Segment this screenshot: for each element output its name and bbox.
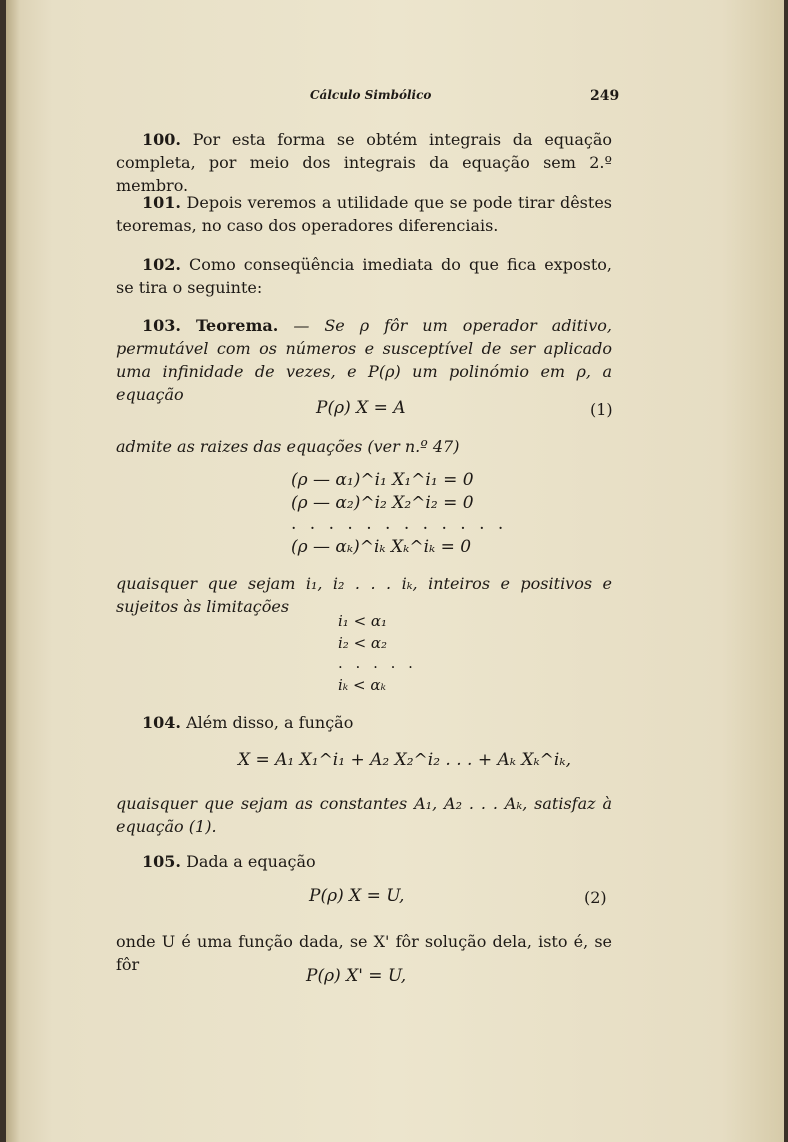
paragraph-100 xyxy=(116,128,612,197)
equation-1-number: (1) xyxy=(590,400,613,419)
paragraph-number: 103. xyxy=(142,316,181,335)
paragraph-102 xyxy=(116,253,612,299)
theorem-text: — Se ρ fôr um operador aditivo, permutável com os números e susceptível de ser aplicado uma infinidade de vezes, e P(ρ) um polinómio em ρ, a equação xyxy=(116,316,612,404)
paragraph-number: 100. xyxy=(142,130,181,149)
paragraph-text: Depois veremos a utilidade que se pode tirar dêstes teoremas, no caso dos operadores diferenciais. xyxy=(116,193,613,235)
paragraph-text: Por esta forma se obtém integrais da equação completa, por meio dos integrais da equação sem 2.º membro. xyxy=(116,130,613,195)
paragraph-number: 105. xyxy=(142,852,181,871)
paragraph-text: admite as raizes das equações (ver n.º 47) xyxy=(116,437,460,456)
paragraph-103-roots-intro xyxy=(116,435,612,458)
function-equation: X = A₁ X₁^i₁ + A₂ X₂^i₂ . . . + Aₖ Xₖ^iₖ, xyxy=(238,750,571,770)
paragraph-104 xyxy=(116,711,612,734)
paragraph-number: 101. xyxy=(142,193,181,212)
limit-1: i₁ < α₁ xyxy=(338,612,388,630)
page-binding-edge xyxy=(6,0,20,1142)
limit-2: i₂ < α₂ xyxy=(338,634,388,652)
book-page xyxy=(6,0,784,1142)
paragraph-text: Dada a equação xyxy=(186,852,316,871)
paragraph-text: quaisquer que sejam as constantes A₁, A₂ . . . Aₖ, satisfaz à equação (1). xyxy=(116,794,612,836)
equation-2: P(ρ) X = U, xyxy=(309,886,405,906)
root-equation-ellipsis: . . . . . . . . . . . . xyxy=(291,514,508,534)
paragraph-text: Além disso, a função xyxy=(186,713,354,732)
paragraph-text: Como conseqüência imediata do que fica exposto, se tira o seguinte: xyxy=(116,255,612,297)
equation-3: P(ρ) X' = U, xyxy=(306,966,407,986)
root-equation-2: (ρ — α₂)^i₂ X₂^i₂ = 0 xyxy=(291,493,474,513)
running-header-title: Cálculo Simbólico xyxy=(310,88,432,102)
equation-2-number: (2) xyxy=(584,888,607,907)
paragraph-text: onde U é uma função dada, se X' fôr solução dela, isto é, se fôr xyxy=(116,932,612,974)
limit-k: iₖ < αₖ xyxy=(338,676,386,694)
page-number: 249 xyxy=(590,88,620,104)
equation-1: P(ρ) X = A xyxy=(316,398,406,418)
paragraph-number: 104. xyxy=(142,713,181,732)
limit-ellipsis: . . . . . xyxy=(338,654,417,672)
paragraph-text: quaisquer que sejam i₁, i₂ . . . iₖ, inteiros e positivos e sujeitos às limitações xyxy=(116,574,612,616)
paragraph-number: 102. xyxy=(142,255,181,274)
root-equation-1: (ρ — α₁)^i₁ X₁^i₁ = 0 xyxy=(291,470,474,490)
paragraph-101 xyxy=(116,191,612,237)
root-equation-k: (ρ — αₖ)^iₖ Xₖ^iₖ = 0 xyxy=(291,537,472,557)
paragraph-104-conclusion xyxy=(116,792,612,838)
theorem-label: Teorema. xyxy=(195,316,279,335)
paragraph-105 xyxy=(116,850,612,873)
paragraph-103 xyxy=(116,314,612,406)
